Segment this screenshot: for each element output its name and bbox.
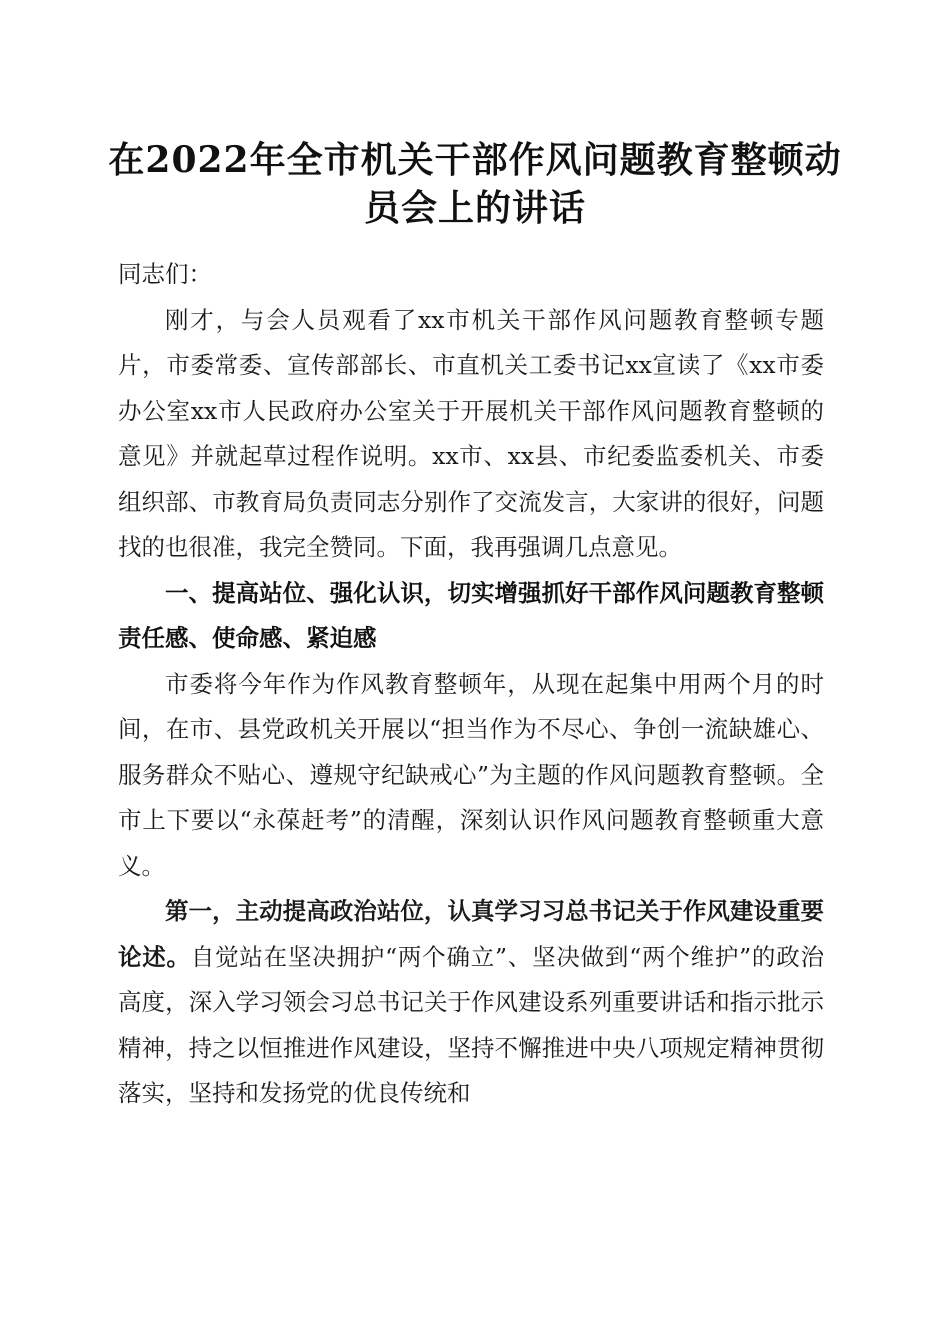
paragraph-point-1 — [118, 889, 824, 1117]
document-body — [118, 252, 824, 1117]
document-title: 在2022年全市机关干部作风问题教育整顿动员会上的讲话 — [108, 139, 842, 229]
paragraph-point-1-lead: 第一，主动提高政治站位，认真学习习总书记关于作风建设重要论述。 — [118, 897, 824, 971]
paragraph-section-1-intro: 市委将今年作为作风教育整顿年，从现在起集中用两个月的时间，在市、县党政机关开展以“担当作为不尽心、争创一流缺雄心、服务群众不贴心、遵规守纪缺戒心”为主题的作风问题教育整顿。全市上下要以“永葆赶考”的清醒，深刻认识作风问题教育整顿重大意义。 — [118, 669, 824, 880]
paragraph-intro: 刚才，与会人员观看了xx市机关干部作风问题教育整顿专题片，市委常委、宣传部部长、市直机关工委书记xx宣读了《xx市委办公室xx市人民政府办公室关于开展机关干部作风问题教育整顿的意见》并就起草过程作说明。xx市、xx县、市纪委监委机关、市委组织部、市教育局负责同志分别作了交流发言，大家讲的很好，问题找的也很准，我完全赞同。下面，我再强调几点意见。 — [118, 305, 824, 561]
paragraph-point-1-body: 自觉站在坚决拥护“两个确立”、坚决做到“两个维护”的政治高度，深入学习领会习总书记关于作风建设系列重要讲话和指示批示精神，持之以恒推进作风建设，坚持不懈推进中央八项规定精神贯彻落实，坚持和发扬党的优良传统和 — [118, 942, 824, 1107]
salutation: 同志们： — [118, 260, 212, 288]
section-heading-1: 一、提高站位、强化认识，切实增强抓好干部作风问题教育整顿责任感、使命感、紧迫感 — [118, 578, 824, 652]
